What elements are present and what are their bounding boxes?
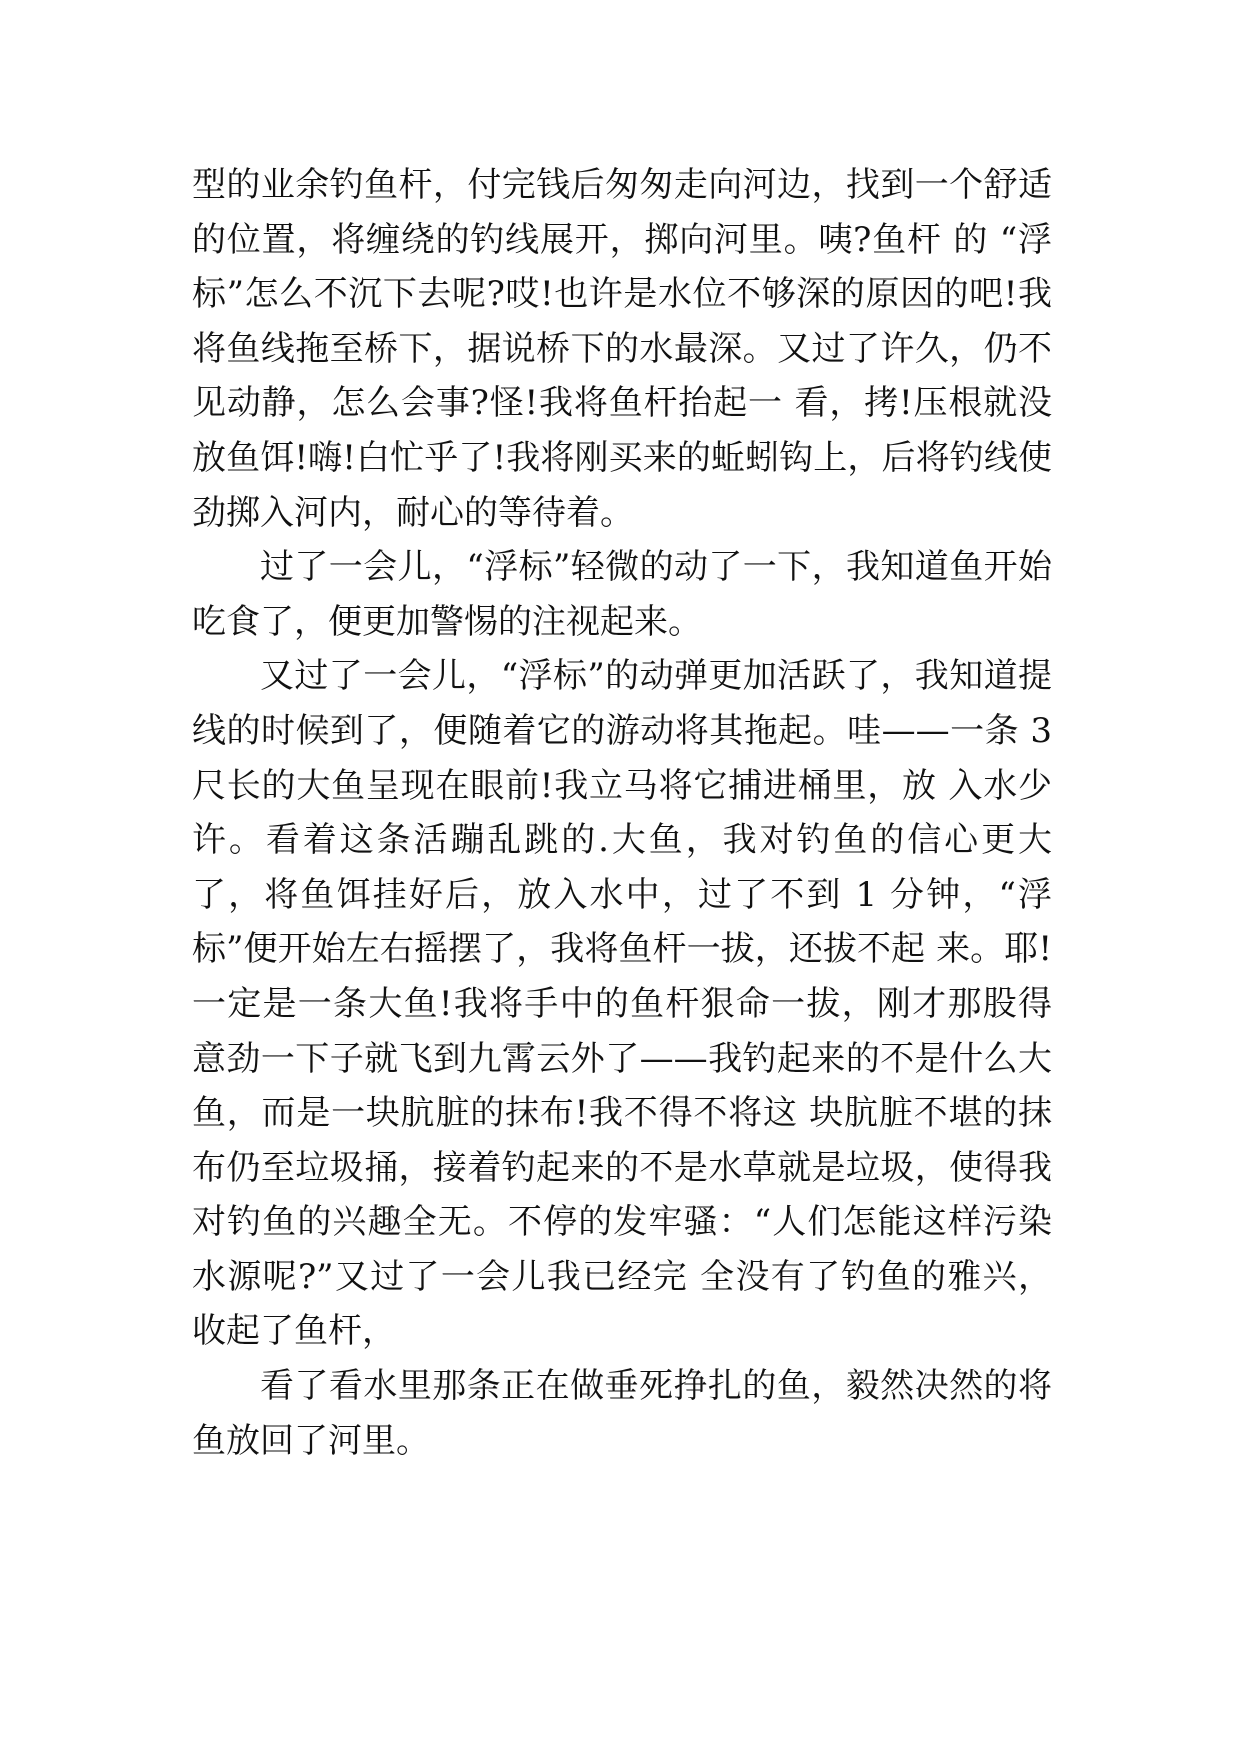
paragraph-2: 过了一会儿，“浮标”轻微的动了一下，我知道鱼开始吃食了，便更加警惕的注视起来。 [192,547,1052,642]
body-text [192,158,1052,1468]
paragraph-1: 型的业余钓鱼杆，付完钱后匆匆走向河边，找到一个舒适的位置，将缠绕的钓线展开，掷向河里。咦?鱼杆 的 “浮标”怎么不沉下去呢?哎!也许是水位不够深的原因的吧!我将鱼线拖至桥下，据说桥下的水最深。又过了许久，仍不见动静，怎么会事?怪!我将鱼杆抬起一 看，拷!压根就没放鱼饵!嗨!白忙乎了!我将刚买来的蚯蚓钩上，后将钓线使劲掷入河内，耐心的等待着。 [192,165,1052,533]
paragraph-3: 又过了一会儿，“浮标”的动弹更加活跃了，我知道提线的时候到了，便随着它的游动将其拖起。哇——一条 3 尺长的大鱼呈现在眼前!我立马将它捕进桶里，放 入水少许。看着这条活蹦乱跳的.大鱼，我对钓鱼的信心更大了，将鱼饵挂好后，放入水中，过了不到 1 分钟，“浮标”便开始左右摇摆了，我将鱼杆一拔，还拔不起 来。耶!一定是一条大鱼!我将手中的鱼杆狠命一拔，刚才那股得意劲一下子就飞到九霄云外了——我钓起来的不是什么大鱼，而是一块肮脏的抹布!我不得不将这 块肮脏不堪的抹布仍至垃圾捅，接着钓起来的不是水草就是垃圾，使得我对钓鱼的兴趣全无。不停的发牢骚：“人们怎能这样污染水源呢?”又过了一会儿我已经完 全没有了钓鱼的雅兴，收起了鱼杆， [192,656,1052,1352]
paragraph-4: 看了看水里那条正在做垂死挣扎的鱼，毅然决然的将鱼放回了河里。 [192,1366,1052,1461]
